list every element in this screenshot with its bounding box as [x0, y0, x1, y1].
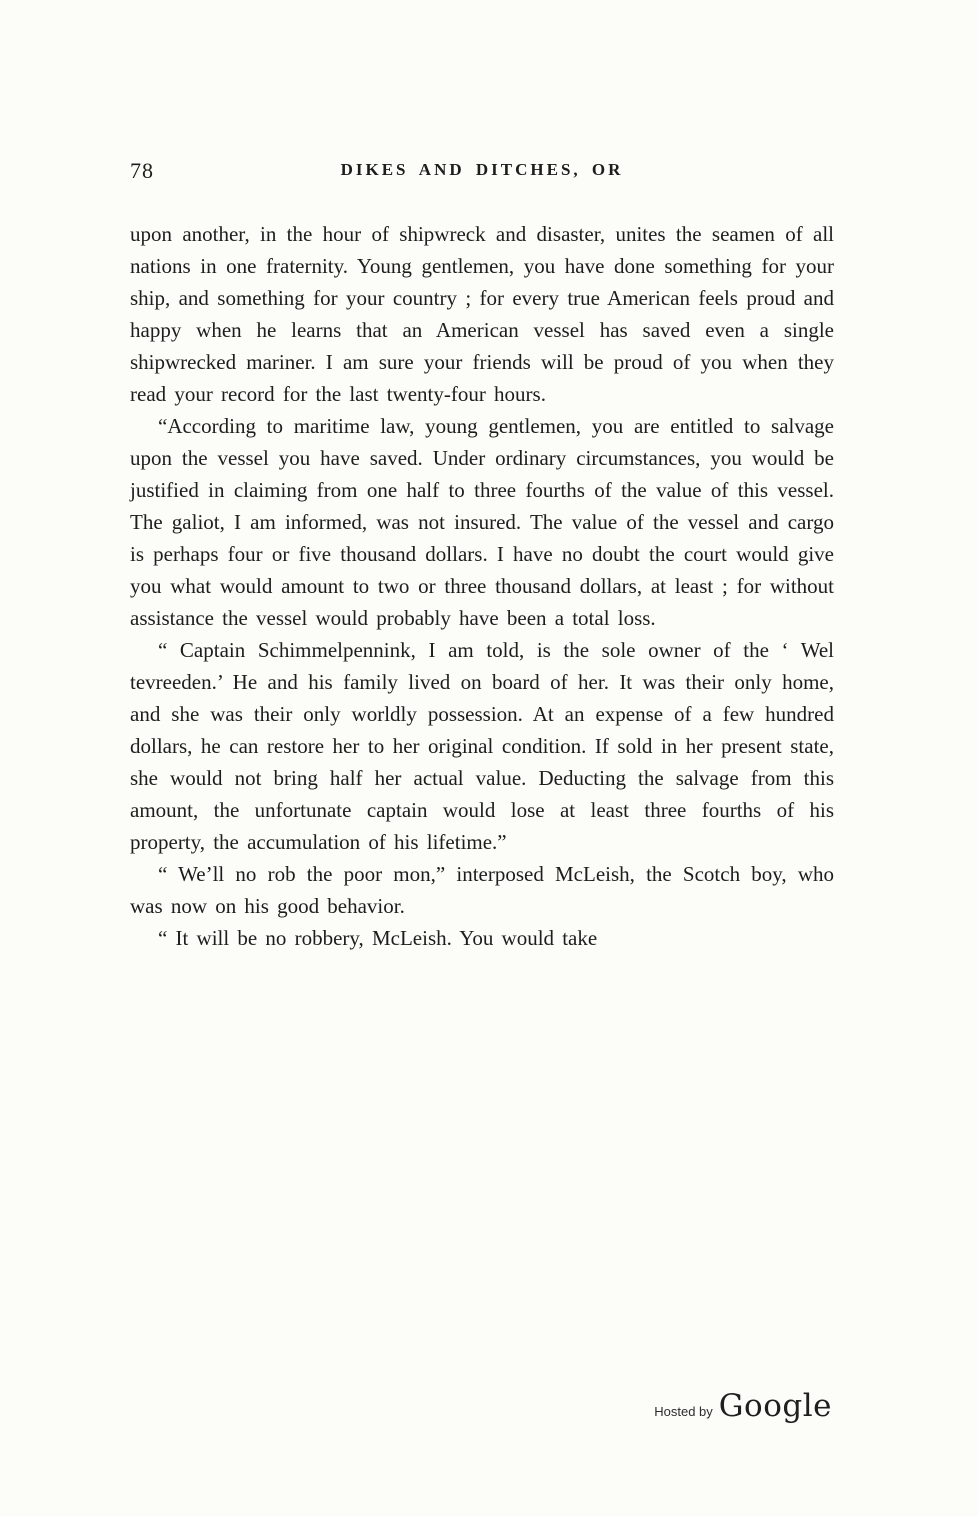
book-page — [130, 158, 834, 954]
hosted-by-label: Hosted by — [654, 1404, 713, 1419]
paragraph: “According to maritime law, young gentlemen, you are entitled to salvage upon the vessel you have saved. Under ordinary circumstances, you would be justified in claiming from one half to three fourths of the value of this vessel. The galiot, I am informed, was not insured. The value of the vessel and cargo is perhaps four or five thousand dollars. I have no doubt the court would give you what would amount to two or three thousand dollars, at least ; for without assistance the vessel would probably have been a total loss. — [130, 414, 834, 630]
paragraph: “ Captain Schimmelpennink, I am told, is the sole owner of the ‘ Wel tevreeden.’ He and his family lived on board of her. It was their only home, and she was their only worldly possession. At an expense of a few hundred dollars, he can restore her to her original condition. If sold in her present state, she would not bring half her actual value. Deducting the salvage from this amount, the unfortunate captain would lose at least three fourths of his property, the accumulation of his lifetime.” — [130, 638, 834, 854]
running-header: DIKES AND DITCHES, OR — [340, 160, 624, 179]
paragraph: “ It will be no robbery, McLeish. You would take — [158, 926, 598, 950]
page-body — [130, 218, 834, 954]
paragraph: upon another, in the hour of shipwreck and disaster, unites the seamen of all nations in one fraternity. Young gentlemen, you have done something for your ship, and something for your country ; for every true American feels proud and happy when he learns that an American vessel has saved even a single shipwrecked mariner. I am sure your friends will be proud of you when they read your record for the last twenty-four hours. — [130, 222, 834, 406]
google-logo: Google — [718, 1388, 832, 1424]
google-watermark — [654, 1388, 832, 1424]
page-header — [130, 158, 834, 190]
page-number: 78 — [130, 158, 154, 183]
paragraph: “ We’ll no rob the poor mon,” interposed McLeish, the Scotch boy, who was now on his good behavior. — [130, 862, 834, 918]
